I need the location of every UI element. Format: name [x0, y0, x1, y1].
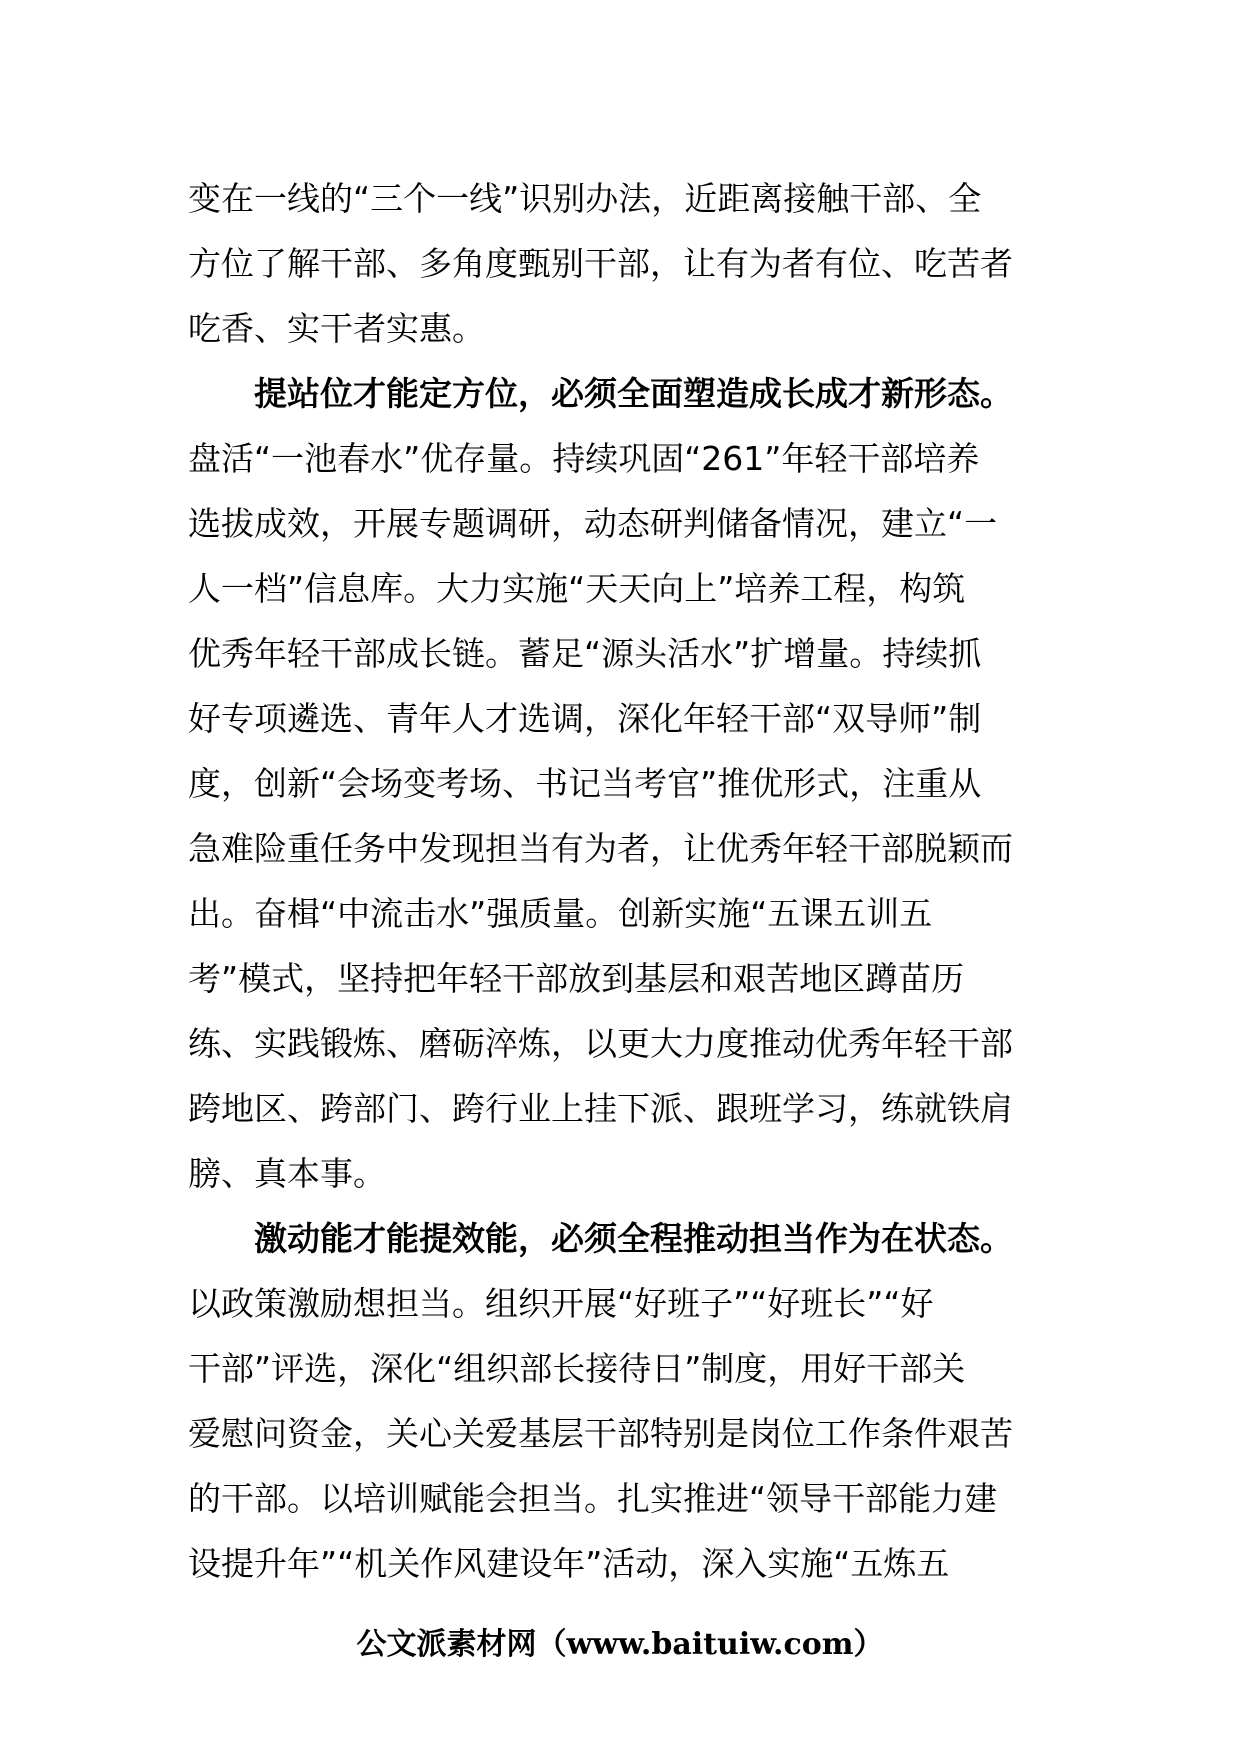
body-text-line: 好专项遴选、青年人才选调，深化年轻干部“双导师”制 [188, 699, 982, 738]
body-text-line: 爱慰问资金，关心关爱基层干部特别是岗位工作条件艰苦 [188, 1414, 1013, 1453]
body-text-line: 练、实践锻炼、磨砺淬炼，以更大力度推动优秀年轻干部 [188, 1024, 1013, 1063]
body-text-line: 选拔成效，开展专题调研，动态研判储备情况，建立“一 [188, 504, 998, 543]
body-text-line: 跨地区、跨部门、跨行业上挂下派、跟班学习，练就铁肩 [188, 1089, 1013, 1128]
document-body [188, 166, 1060, 1596]
body-text-line: 以政策激励想担当。组织开展“好班子”“好班长”“好 [188, 1284, 934, 1323]
body-text-line: 出。奋楫“中流击水”强质量。创新实施“五课五训五 [188, 894, 933, 933]
body-text-line: 人一档”信息库。大力实施“天天向上”培养工程，构筑 [188, 569, 966, 608]
footer-watermark: 公文派素材网（www.baituiw.com） [356, 1627, 884, 1662]
body-text-line: 设提升年”“机关作风建设年”活动，深入实施“五炼五 [188, 1544, 950, 1583]
body-text-line: 变在一线的“三个一线”识别办法，近距离接触干部、全 [188, 179, 982, 218]
body-text-line: 急难险重任务中发现担当有为者，让优秀年轻干部脱颖而 [188, 829, 1013, 868]
body-text-line: 优秀年轻干部成长链。蓄足“源头活水”扩增量。持续抓 [188, 634, 982, 673]
body-text-line: 度，创新“会场变考场、书记当考官”推优形式，注重从 [188, 764, 982, 803]
section-heading: 激动能才能提效能，必须全程推动担当作为在状态。 [254, 1219, 1013, 1258]
body-text-line: 考”模式，坚持把年轻干部放到基层和艰苦地区蹲苗历 [188, 959, 965, 998]
body-text-line: 方位了解干部、多角度甄别干部，让有为者有位、吃苦者 [188, 244, 1013, 283]
body-text-line: 的干部。以培训赋能会担当。扎实推进“领导干部能力建 [188, 1479, 998, 1518]
body-text-line: 盘活“一池春水”优存量。持续巩固“261”年轻干部培养 [188, 439, 980, 478]
body-text-line: 吃香、实干者实惠。 [188, 309, 485, 348]
section-heading: 提站位才能定方位，必须全面塑造成长成才新形态。 [254, 374, 1013, 413]
body-text-line: 干部”评选，深化“组织部长接待日”制度，用好干部关 [188, 1349, 966, 1388]
body-text-line: 膀、真本事。 [188, 1154, 386, 1193]
